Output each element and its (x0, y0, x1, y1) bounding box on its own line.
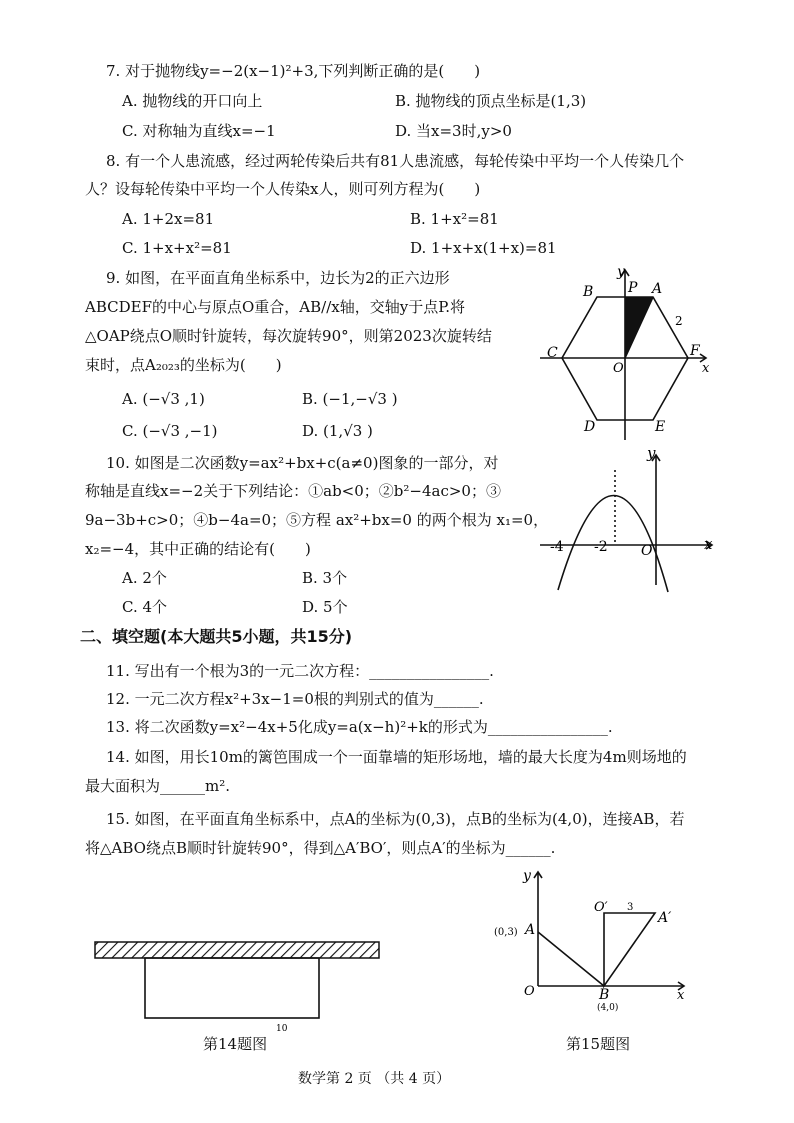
fig15-label-b: B (599, 987, 610, 1003)
fig15-caption: 第15题图 (566, 1035, 631, 1053)
q8-line2: 人？设每轮传染中平均一个人传染x人，则可列方程为( ) (85, 180, 481, 198)
q10-option-b: B. 3个 (302, 569, 348, 587)
fig15-label-y: y (523, 868, 531, 884)
q11: 11. 写出有一个根为3的一元二次方程：________________. (106, 662, 494, 680)
q10-parabola-figure (535, 443, 720, 593)
q15-line2: 将△ABO绕点B顺时针旋转90°，得到△A′BO′，则点A′的坐标为______. (85, 839, 556, 857)
fig15-segment-ab (538, 932, 604, 986)
q10-label-y: y (647, 444, 656, 462)
q10-label-minus2: -2 (594, 539, 608, 555)
q9-label-b: B (583, 284, 594, 300)
q8-option-b: B. 1+x²=81 (410, 210, 499, 228)
fig15-label-0-3: (0,3) (494, 927, 518, 938)
q9-option-a: A. (−√3 ,1) (122, 390, 205, 408)
q15-line1: 15. 如图，在平面直角坐标系中，点A的坐标为(0,3)，点B的坐标为(4,0)，连接AB，若 (106, 810, 685, 828)
q14-line2: 最大面积为______m². (85, 777, 231, 795)
q7-stem: 7. 对于抛物线y=−2(x−1)²+3,下列判断正确的是( ) (106, 62, 481, 80)
q10-line2: 称轴是直线x=−2关于下列结论：①ab<0；②b²−4ac>0；③ (85, 482, 501, 500)
q9-label-o: O (613, 361, 624, 376)
q10-label-x: x (704, 535, 713, 553)
q8-line1: 8. 有一个人患流感，经过两轮传染后共有81人患流感，每轮传染中平均一个人传染几个 (106, 152, 685, 170)
q10-label-o: O (641, 543, 653, 559)
q9-hexagon-figure (535, 258, 715, 443)
q14-line1: 14. 如图，用长10m的篱笆围成一个一面靠墙的矩形场地，墙的最大长度为4m则场地的 (106, 748, 687, 766)
q9-label-a: A (652, 281, 663, 297)
q9-label-e: E (655, 419, 666, 435)
q7-option-d: D. 当x=3时,y>0 (395, 122, 512, 140)
fig15-triangle-a-prime-b-o-prime (604, 913, 655, 986)
q8-option-c: C. 1+x+x²=81 (122, 239, 232, 257)
q7-option-c: C. 对称轴为直线x=−1 (122, 122, 276, 140)
q9-line4: 束时，点A₂₀₂₃的坐标为( ) (85, 356, 282, 374)
q10-line1: 10. 如图是二次函数y=ax²+bx+c(a≠0)图象的一部分，对 (106, 454, 499, 472)
fig14-field (145, 958, 319, 1018)
q10-line4: x₂=−4，其中正确的结论有( ) (85, 540, 311, 558)
q9-option-c: C. (−√3 ,−1) (122, 422, 218, 440)
fig15-label-a-prime: A′ (658, 910, 672, 926)
q7-option-a: A. 抛物线的开口向上 (122, 92, 263, 110)
q10-option-d: D. 5个 (302, 598, 348, 616)
q9-label-2: 2 (675, 314, 683, 328)
fig14-wall-rectangle (90, 935, 390, 1045)
q9-option-b: B. (−1,−√3 ) (302, 390, 398, 408)
page-footer: 数学第 2 页 （共 4 页） (298, 1071, 451, 1087)
q10-option-c: C. 4个 (122, 598, 168, 616)
fig14-caption: 第14题图 (203, 1035, 268, 1053)
q9-label-f: F (690, 343, 700, 359)
q9-label-d: D (584, 419, 596, 435)
q8-option-d: D. 1+x+x(1+x)=81 (410, 239, 557, 257)
fig15-label-4-0: (4,0) (597, 1003, 619, 1013)
q9-label-x: x (702, 361, 710, 376)
fig14-wall (95, 942, 379, 958)
fig15-label-a: A (525, 922, 536, 938)
q9-line2: ABCDEF的中心与原点O重合，AB//x轴，交轴y于点P.将 (85, 298, 466, 316)
q9-label-p: P (628, 280, 638, 296)
q7-option-b: B. 抛物线的顶点坐标是(1,3) (395, 92, 587, 110)
fig15-label-o: O (524, 984, 535, 999)
section2-title: 二、填空题(本大题共5小题，共15分) (80, 627, 353, 646)
q9-option-d: D. (1,√3 ) (302, 422, 373, 440)
q13: 13. 将二次函数y=x²−4x+5化成y=a(x−h)²+k的形式为________________. (106, 718, 613, 736)
q12: 12. 一元二次方程x²+3x−1=0根的判别式的值为______. (106, 690, 484, 708)
q9-label-c: C (547, 345, 558, 361)
fig15-label-x: x (677, 988, 685, 1003)
q10-label-minus4: -4 (550, 539, 564, 555)
fig15-label-o-prime: O′ (594, 900, 608, 915)
q10-line3: 9a−3b+c>0；④b−4a=0；⑤方程 ax²+bx=0 的两个根为 x₁=0， (85, 511, 549, 529)
q9-line1: 9. 如图，在平面直角坐标系中，边长为2的正六边形 (106, 269, 450, 287)
q9-line3: △OAP绕点O顺时针旋转，每次旋转90°，则第2023次旋转结 (85, 327, 492, 345)
q10-option-a: A. 2个 (122, 569, 167, 587)
fig15-rotation-figure (490, 862, 700, 1012)
fig15-label-3: 3 (627, 902, 634, 913)
fig14-note: 10 (276, 1024, 288, 1034)
q8-option-a: A. 1+2x=81 (122, 210, 215, 228)
q9-label-y: y (617, 264, 625, 280)
